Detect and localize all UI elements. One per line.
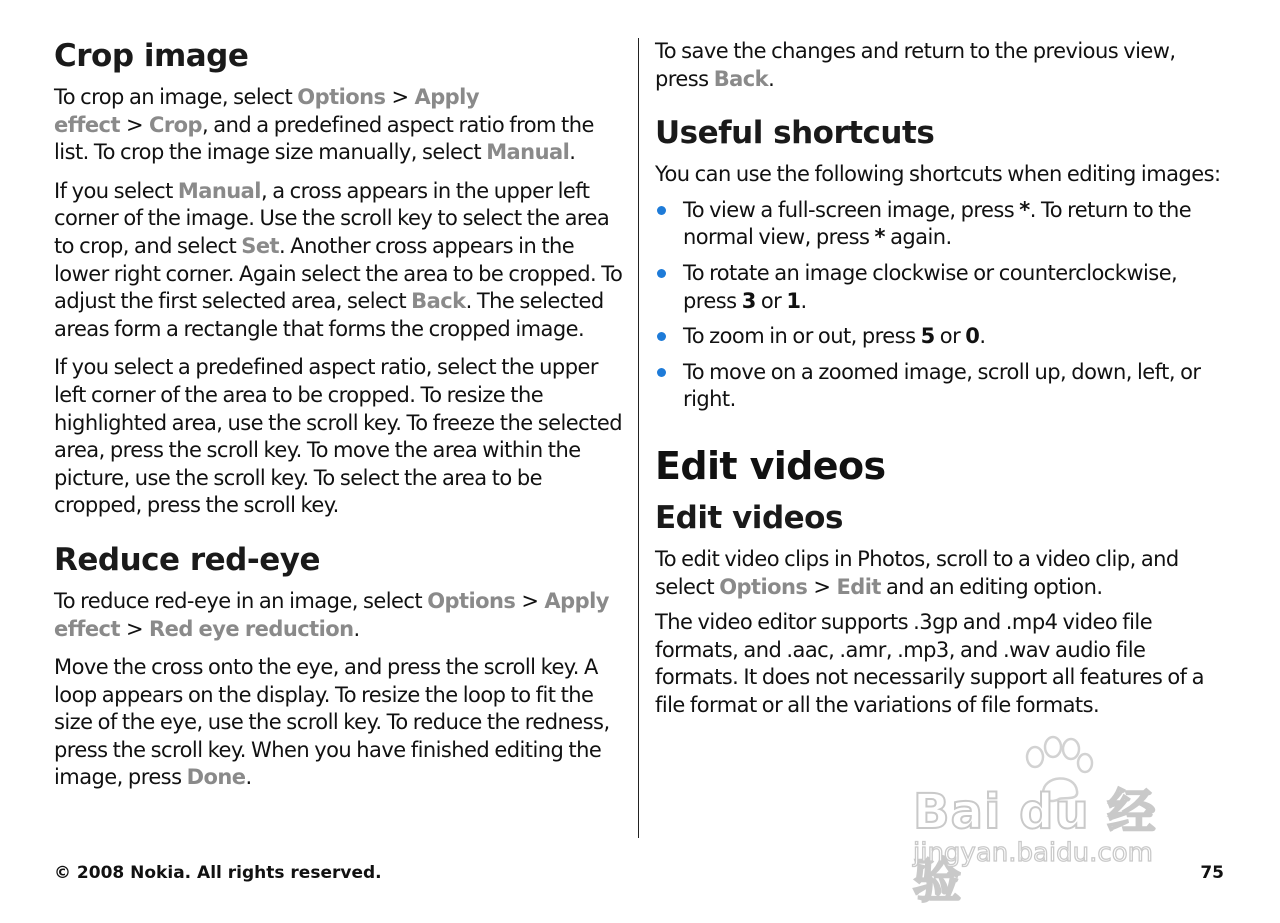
done-keyword: Done (186, 765, 246, 790)
crop-intro-paragraph: To crop an image, select Options > Apply effect > Crop, and a predefined aspect ratio from the list. To crop the image size manually, select Manual. (54, 85, 594, 165)
bullet-icon (657, 368, 666, 377)
shortcuts-intro: You can use the following shortcuts when editing images: (655, 162, 1221, 187)
edit-videos-chapter-heading: Edit videos (655, 443, 886, 488)
copyright-footer: © 2008 Nokia. All rights reserved. (54, 863, 382, 883)
list-item: To rotate an image clockwise or counterclockwise, press 3 or 1. (655, 260, 1230, 315)
useful-shortcuts-heading: Useful shortcuts (655, 115, 935, 152)
list-item: To zoom in or out, press 5 or 0. (655, 323, 1230, 351)
options-keyword: Options (427, 588, 516, 613)
watermark-brand: Bai du 经验 (913, 784, 1157, 909)
options-keyword: Options (719, 574, 808, 599)
edit-videos-section-heading: Edit videos (655, 499, 843, 536)
shortcuts-list (655, 197, 1230, 414)
watermark-url: jingyan.baidu.com (913, 838, 1153, 868)
manual-keyword: Manual (486, 140, 570, 165)
red-eye-reduction-keyword: Red eye reduction (149, 616, 354, 641)
redeye-steps-paragraph: Move the cross onto the eye, and press the scroll key. A loop appears on the display. To resize the loop to fit the size of the eye, use the scroll key. To reduce the redness, press the scroll key. When you have finished editing the image, press Done. (54, 655, 610, 790)
options-keyword: Options (297, 85, 386, 109)
left-column (54, 0, 626, 792)
list-item: To move on a zoomed image, scroll up, down, left, or right. (655, 359, 1230, 414)
back-keyword: Back (411, 289, 466, 314)
edit-keyword: Edit (836, 574, 881, 599)
bullet-icon (657, 206, 666, 215)
apply-effect-keyword: Apply effect (54, 85, 479, 137)
column-divider (638, 38, 639, 838)
crop-manual-paragraph: If you select Manual, a cross appears in the upper left corner of the image. Use the scroll key to select the area to crop, and select Set. Another cross appears in the lower right corner. Again select the area to be cropped. To adjust the first selected area, select Back. The selected areas form a rectangle that forms the cropped image. (54, 178, 623, 341)
apply-effect-keyword: Apply effect (54, 588, 609, 641)
reduce-red-eye-heading: Reduce red-eye (54, 541, 320, 578)
page-number: 75 (1200, 863, 1224, 883)
save-changes-paragraph: To save the changes and return to the previous view, press Back. (655, 39, 1176, 91)
edit-videos-intro-paragraph: To edit video clips in Photos, scroll to a video clip, and select Options > Edit and an editing option. (655, 546, 1179, 599)
bullet-icon (657, 269, 666, 278)
baidu-watermark (905, 735, 1205, 909)
video-formats-paragraph: The video editor supports .3gp and .mp4 video file formats, and .aac, .amr, .mp3, and .wav audio file formats. It does not necessarily support all features of a file format or all the variations of file formats. (655, 610, 1204, 717)
redeye-intro-paragraph: To reduce red-eye in an image, select Options > Apply effect > Red eye reduction. (54, 588, 609, 641)
crop-keyword: Crop (149, 112, 203, 137)
crop-ratio-paragraph: If you select a predefined aspect ratio, select the upper left corner of the area to be cropped. To resize the highlighted area, use the scroll key. To freeze the selected area, press the scroll key. To move the area within the picture, use the scroll key. To select the area to be cropped, press the scroll key. (54, 355, 622, 518)
back-keyword: Back (713, 66, 769, 91)
manual-keyword: Manual (177, 178, 261, 203)
list-item: To view a full-screen image, press *. To return to the normal view, press * again. (655, 197, 1230, 252)
right-column (655, 0, 1230, 720)
crop-image-heading: Crop image (54, 38, 249, 74)
bullet-icon (657, 332, 666, 341)
set-keyword: Set (241, 233, 280, 258)
